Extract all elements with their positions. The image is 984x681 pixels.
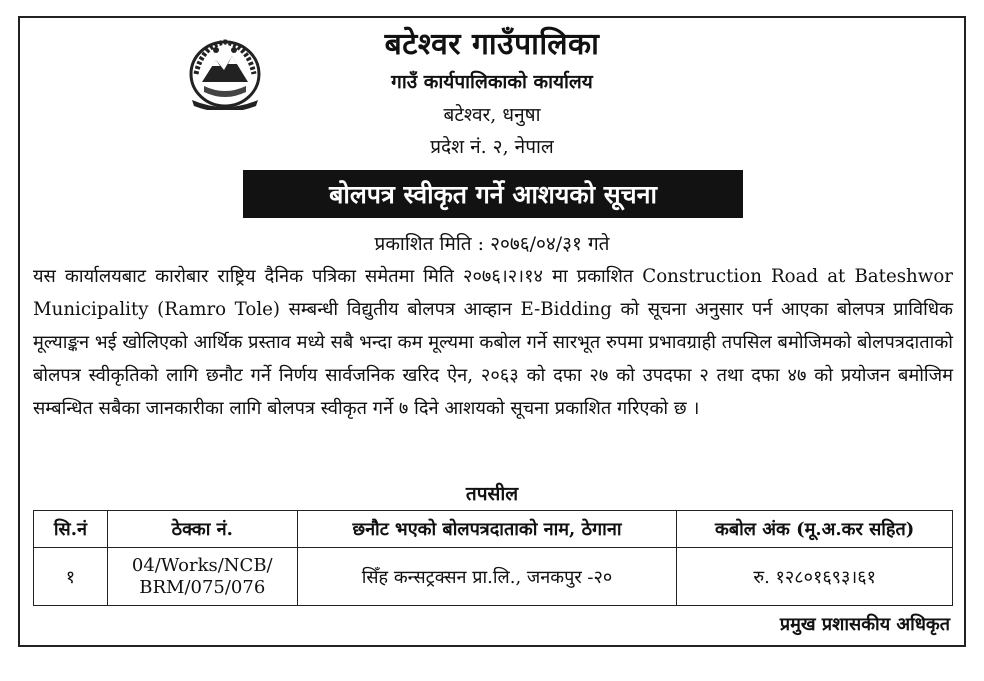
notice-body: यस कार्यालयबाट कारोबार राष्ट्रिय दैनिक पत्रिका समेतमा मिति २०७६।२।१४ मा प्रकाशित Construction Road at Bateshwor Municipality (Ramro Tole) सम्बन्धी विद्युतीय बोलपत्र आव्हान E-Bidding को सूचना अनुसार पर्न आएका बोलपत्र प्राविधिक मूल्याङ्कन भई खोलिएको आर्थिक प्रस्ताव मध्ये सबै भन्दा कम मूल्यमा कबोल गर्ने सारभूत रुपमा प्रभावग्राही तपसिल बमोजिमको बोलपत्रदाताको बोलपत्र स्वीकृतिको लागि छनौट गर्ने निर्णय सार्वजनिक खरिद ऐन, २०६३ को दफा २७ को उपदफा २ तथा दफा ४७ को प्रयोजन बमोजिम सम्बन्धित सबैका जानकारीका लागि बोलपत्र स्वीकृत गर्ने ७ दिने आशयको सूचना प्रकाशित गरिएको छ ।	[33, 266, 953, 419]
municipality-name: बटेश्वर गाउँपालिका	[384, 27, 600, 62]
cell-serial: १	[34, 548, 108, 606]
contract-no-line2: BRM/075/076	[139, 576, 266, 598]
cell-amount: रु. १२८०१६९३।६१	[677, 548, 953, 606]
province: प्रदेश नं. २, नेपाल	[430, 136, 554, 158]
header-bidder: छनौट भएको बोलपत्रदाताको नाम, ठेगाना	[297, 511, 677, 548]
header-contract-no: ठेक्का नं.	[107, 511, 297, 548]
table-row	[34, 548, 953, 606]
notice-title: बोलपत्र स्वीकृत गर्ने आशयको सूचना	[243, 170, 743, 218]
table-caption: तपसील	[465, 483, 519, 505]
cell-contract-no	[107, 548, 297, 606]
header-amount: कबोल अंक (मू.अ.कर सहित)	[677, 511, 953, 548]
office-name: गाउँ कार्यपालिकाको कार्यालय	[391, 71, 593, 93]
contract-no-line1: 04/Works/NCB/	[131, 554, 273, 576]
cell-bidder: सिँह कन्सट्रक्सन प्रा.लि., जनकपुर -२०	[297, 548, 677, 606]
table-header-row	[34, 511, 953, 548]
award-table	[33, 510, 953, 606]
signoff-title: प्रमुख प्रशासकीय अधिकृत	[779, 614, 950, 635]
header-serial: सि.नं	[34, 511, 108, 548]
published-date: प्रकाशित मिति : २०७६/०४/३१ गते	[374, 233, 610, 255]
location: बटेश्वर, धनुषा	[443, 104, 541, 126]
